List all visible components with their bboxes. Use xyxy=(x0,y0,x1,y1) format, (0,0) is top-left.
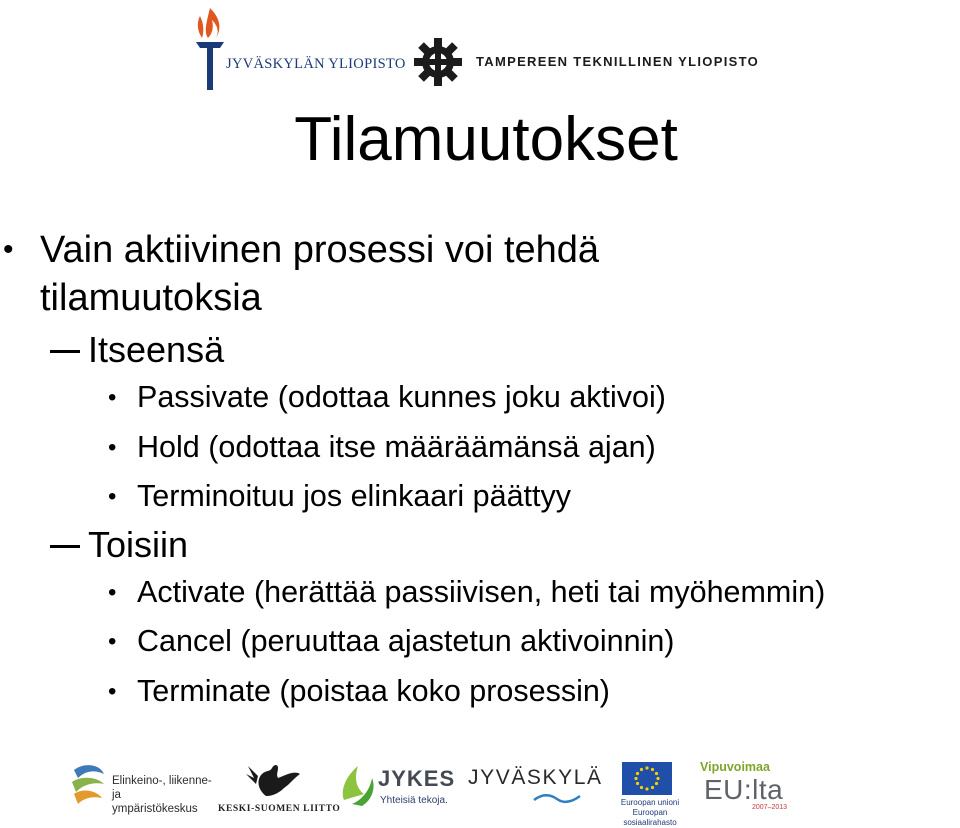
bullet-main xyxy=(0,226,960,322)
bullet-icon: • xyxy=(108,677,117,705)
vipuvoimaa-text: Vipuvoimaa xyxy=(700,760,770,774)
jykes-slogan: Yhteisiä tekoja. xyxy=(380,795,448,806)
jyvaskyla-name: JYVÄSKYLÄ xyxy=(468,766,603,789)
jyvaskyla-logo xyxy=(462,766,602,810)
eu-flag-icon xyxy=(622,762,672,795)
ely-text xyxy=(112,774,220,816)
ksl-text: KESKI-SUOMEN LIITTO xyxy=(218,804,341,814)
program-period: 2007–2013 xyxy=(752,804,788,811)
eulta-text: EU:lta xyxy=(704,774,784,805)
list-item-text: Terminate (poistaa koko prosessin) xyxy=(137,673,610,708)
vipuvoimaa-logo xyxy=(700,760,820,816)
bullet-icon: • xyxy=(3,233,14,266)
list-item-text: Terminoituu jos elinkaari päättyy xyxy=(137,479,571,513)
jykes-logo xyxy=(338,758,458,812)
list-item xyxy=(0,373,960,423)
dash-icon xyxy=(50,350,80,353)
capercaillie-icon xyxy=(244,760,304,798)
jykes-mark-icon xyxy=(338,760,378,808)
list-item xyxy=(0,667,960,717)
list-item xyxy=(0,617,960,667)
bullet-icon: • xyxy=(108,384,117,411)
group-self-heading xyxy=(0,327,960,373)
bullet-icon: • xyxy=(108,578,117,606)
list-item-text: Hold (odottaa itse määräämänsä ajan) xyxy=(137,429,656,464)
bullet-main-line-2: tilamuutoksia xyxy=(40,277,262,319)
eu-text-line-1: Euroopan unioni xyxy=(620,798,680,807)
dash-icon xyxy=(50,545,80,548)
ksl-logo xyxy=(218,760,341,816)
tty-logo xyxy=(414,38,784,88)
torch-icon xyxy=(186,4,234,92)
list-item xyxy=(0,423,960,473)
tty-logo-text: TAMPEREEN TEKNILLINEN YLIOPISTO xyxy=(476,54,759,69)
list-item-text: Cancel (peruuttaa ajastetun aktivoinnin) xyxy=(137,624,675,658)
bullet-icon: • xyxy=(108,628,117,655)
wave-icon xyxy=(532,792,582,804)
ely-text-line-1: Elinkeino-, liikenne- ja xyxy=(112,775,212,801)
group-self-label: Itseensä xyxy=(88,329,225,370)
bullet-icon: • xyxy=(108,483,117,510)
eu-logo xyxy=(608,760,698,827)
slide-content xyxy=(0,226,960,716)
jyu-logo-text: JYVÄSKYLÄN YLIOPISTO xyxy=(226,56,406,72)
list-item xyxy=(0,472,960,522)
ely-mark-icon xyxy=(70,762,108,806)
slide-title: Tilamuutokset xyxy=(294,105,678,174)
ely-logo xyxy=(70,760,220,815)
eu-text-line-2: Euroopan sosiaalirahasto xyxy=(623,808,677,827)
group-others-heading xyxy=(0,522,960,568)
bullet-main-line-1: Vain aktiivinen prosessi voi tehdä xyxy=(40,229,600,271)
ely-text-line-2: ympäristökeskus xyxy=(112,803,198,815)
list-item-text: Passivate (odottaa kunnes joku aktivoi) xyxy=(137,380,666,414)
jyu-logo xyxy=(186,4,406,92)
eu-text xyxy=(608,798,692,828)
bullet-icon: • xyxy=(108,433,117,461)
footer-logos xyxy=(0,752,960,827)
group-others-label: Toisiin xyxy=(88,523,189,565)
list-item xyxy=(0,568,960,618)
list-item-text: Activate (herättää passiivisen, heti tai myöhemmin) xyxy=(137,574,826,609)
gear-icon xyxy=(414,38,462,86)
jykes-name: JYKES xyxy=(378,766,456,791)
